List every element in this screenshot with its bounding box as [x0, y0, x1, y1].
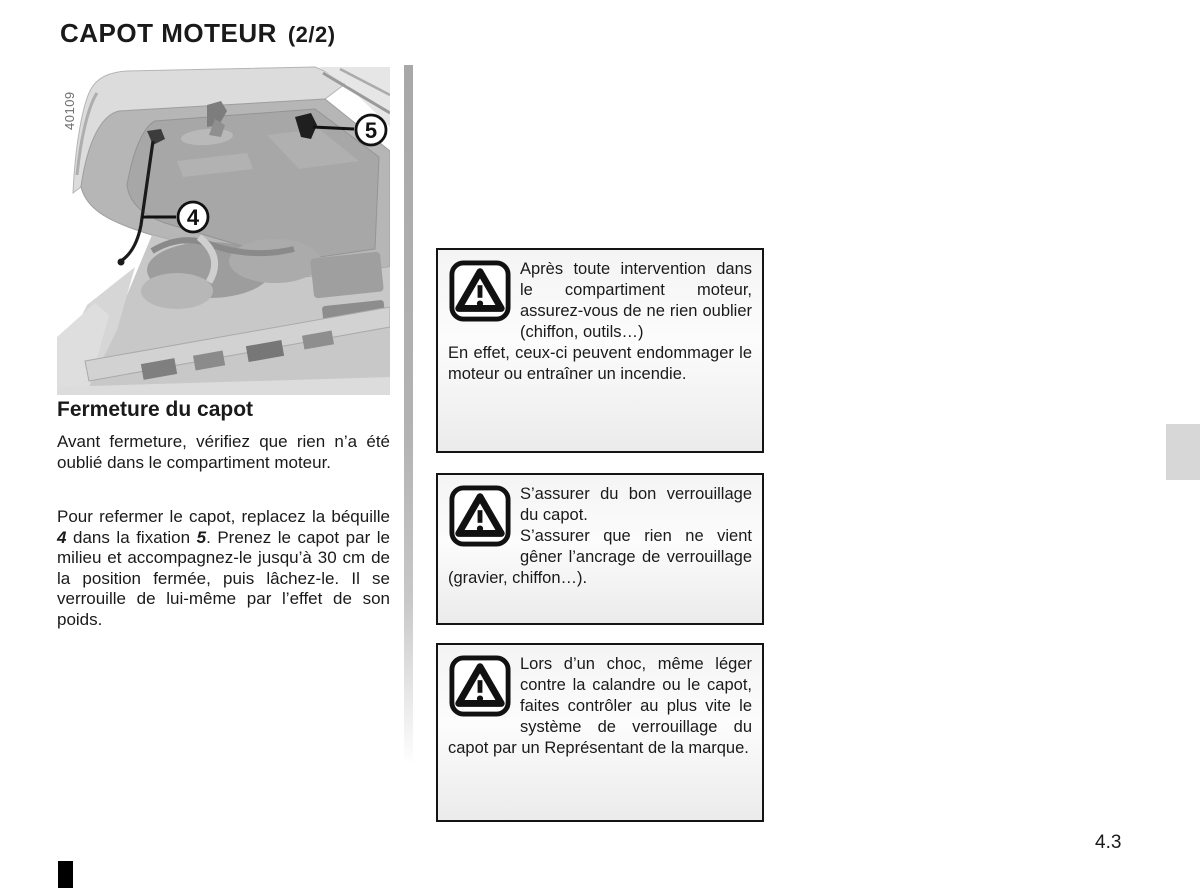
page-number: 4.3: [1095, 832, 1122, 853]
warning-2-text-1: S’assurer du bon verrouillage du capot.: [520, 485, 752, 524]
callout-5-label: 5: [364, 118, 378, 143]
warning-triangle-icon: [449, 260, 511, 322]
warning-triangle-icon: [449, 485, 511, 547]
callout-4-label: 4: [186, 205, 200, 230]
warning-triangle-icon: [449, 655, 511, 717]
paragraph-closing-1: Avant fermeture, vérifiez que rien n’a été oublié dans le compartiment moteur.: [57, 432, 390, 472]
figure-number: 40109: [62, 91, 77, 130]
engine-cover: [229, 239, 321, 283]
warning-box-3: [436, 643, 764, 822]
hood-illustration-svg: [57, 65, 390, 395]
warning-1-text-2: En effet, ceux-ci peuvent endommager le moteur ou entraîner un incendie.: [448, 344, 752, 383]
hood-illustration: [57, 65, 390, 395]
warning-3-text-1: Lors d’un choc, même léger contre la calandre ou le capot, faites contrôler au plus vite le système de verrouillage du capot par un Représentant de la marque.: [448, 655, 752, 757]
warning-1-text-1: Après toute intervention dans le compartiment moteur, assurez-vous de ne rien oublier (chiffon, outils…): [520, 260, 752, 341]
para2-part: dans la fixation: [66, 527, 197, 547]
warning-box-2: [436, 473, 764, 625]
section-thumb-tab: [1166, 424, 1200, 480]
para2-ref-5: 5: [196, 527, 207, 547]
warning-2-text-2: S’assurer que rien ne vient gêner l’ancrage de verrouillage (gravier, chiffon…).: [448, 527, 752, 587]
rod-end: [118, 259, 125, 266]
page-title-suffix: (2/2): [287, 22, 336, 47]
page-title-main: CAPOT MOTEUR: [60, 18, 277, 48]
air-box: [310, 251, 384, 298]
engine-left: [141, 273, 213, 309]
para2-part: . Prenez le capot par le milieu et accompagnez-le jusqu’à 30 cm de la position fermée, puis lâchez-le. Il se verrouille de lui-même par l’effet de son poids.: [57, 527, 390, 629]
callout-5-leader: [313, 127, 354, 129]
column-divider: [404, 65, 413, 810]
warning-box-1: [436, 248, 764, 453]
para2-ref-4: 4: [57, 527, 67, 547]
print-registration-mark: [58, 861, 73, 888]
section-heading: Fermeture du capot: [57, 398, 254, 421]
paragraph-closing-2: [57, 507, 390, 630]
para2-part: Pour refermer le capot, replacez la béquille: [57, 507, 390, 526]
page-title: [60, 18, 336, 49]
